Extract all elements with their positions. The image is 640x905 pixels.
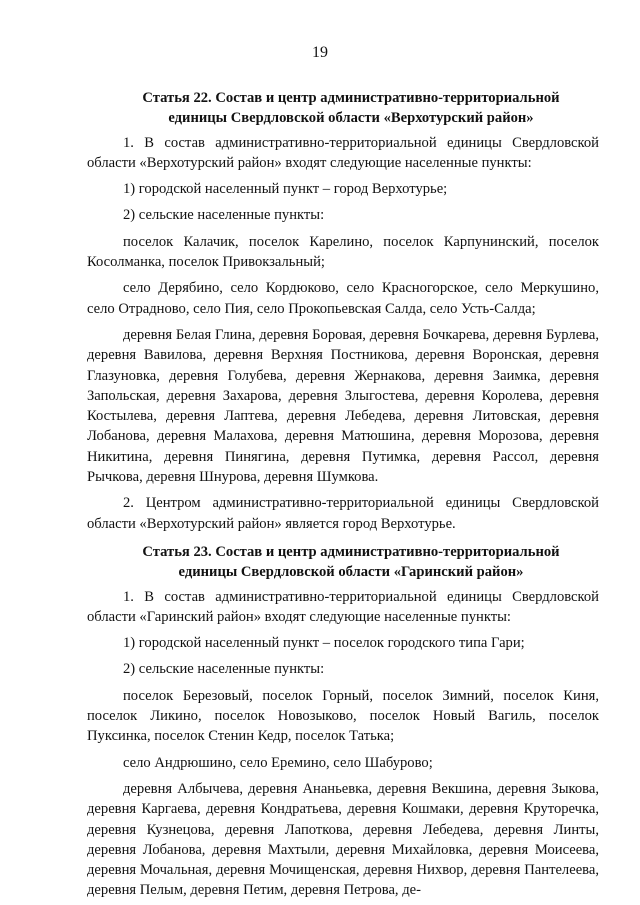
page-number: 19 — [312, 44, 328, 61]
article-22-paragraph-1: 1. В состав административно-территориальной единицы Свердловской области «Верхотурский район» входят следующие населенные пункты: — [87, 134, 599, 171]
article-22-heading — [87, 88, 599, 129]
article-22-paragraph-2: 1) городской населенный пункт – город Верхотурье; — [123, 181, 448, 198]
article-23-paragraph-2: 1) городской населенный пункт – поселок городского типа Гари; — [123, 635, 525, 652]
article-22-heading-line-2: единицы Свердловской области «Верхотурский район» — [168, 110, 534, 127]
article-23-heading — [87, 542, 599, 583]
article-23-paragraph-3: 2) сельские населенные пункты: — [123, 661, 325, 678]
article-22-paragraph-4: поселок Калачик, поселок Карелино, поселок Карпунинский, поселок Косолманка, поселок Привокзальный; — [87, 233, 599, 271]
article-23-paragraph-4: поселок Березовый, поселок Горный, поселок Зимний, поселок Киня, поселок Ликино, поселок Новозыково, поселок Новый Вагиль, поселок Пуксинка, поселок Стенин Кедр, поселок Татька; — [87, 687, 599, 745]
article-22-paragraph-7: 2. Центром административно-территориальной единицы Свердловской области «Верхотурский район» является город Верхотурье. — [87, 495, 599, 532]
article-22-paragraph-6: деревня Белая Глина, деревня Боровая, деревня Бочкарева, деревня Бурлева, деревня Вавилова, деревня Верхняя Постникова, деревня Воронская, деревня Глазуновка, деревня Голубева, деревня Жернакова, деревня Заимка, деревня Запольская, деревня Захарова, деревня Злыгостева, деревня Королева, деревня Костылева, деревня Лаптева, деревня Лебедева, деревня Литовская, деревня Лобанова, деревня Малахова, деревня Матюшина, деревня Морозова, деревня Никитина, деревня Пинягина, деревня Путимка, деревня Рассол, деревня Рычкова, деревня Шнурова, деревня Шумкова. — [87, 326, 599, 486]
article-22-paragraph-5: село Дерябино, село Кордюково, село Красногорское, село Меркушино, село Отрадново, село Пия, село Прокопьевская Салда, село Усть-Салда; — [87, 280, 599, 317]
article-23-paragraph-1: 1. В состав административно-территориальной единицы Свердловской области «Гаринский район» входят следующие населенные пункты: — [87, 588, 599, 625]
document-body — [87, 88, 599, 901]
article-22-paragraph-3: 2) сельские населенные пункты: — [123, 207, 325, 224]
article-23-paragraph-6: деревня Албычева, деревня Ананьевка, деревня Векшина, деревня Зыкова, деревня Каргаева, деревня Кондратьева, деревня Кошмаки, деревня Круторечка, деревня Кузнецова, деревня Лапоткова, деревня Лебедева, деревня Линты, деревня Лобанова, деревня Махтыли, деревня Михайловка, деревня Моисеева, деревня Мочальная, деревня Мочищенская, деревня Нихвор, деревня Пантелеева, деревня Пелым, деревня Петим, деревня Петрова, де- — [87, 780, 599, 899]
article-23-heading-line-1: Статья 23. Состав и центр административно-территориальной — [142, 543, 560, 560]
article-23-paragraph-5: село Андрюшино, село Еремино, село Шабурово; — [123, 754, 433, 771]
article-22-heading-line-1: Статья 22. Состав и центр административно-территориальной — [142, 90, 560, 106]
article-23-heading-line-2: единицы Свердловской области «Гаринский район» — [178, 564, 524, 581]
